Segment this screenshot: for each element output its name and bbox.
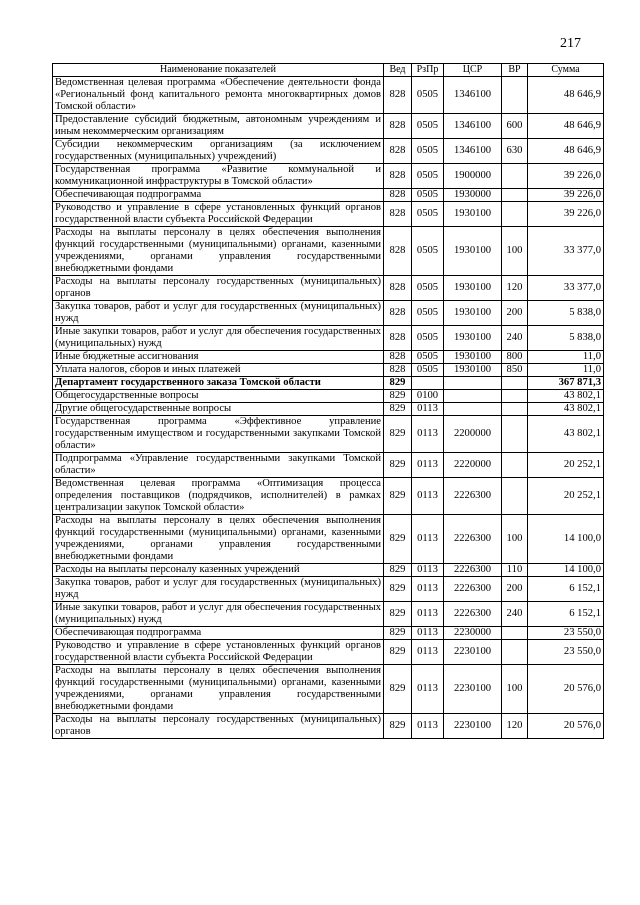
column-header-csr: ЦСР xyxy=(444,64,502,77)
cell-ved: 828 xyxy=(384,326,412,351)
cell-sum: 20 576,0 xyxy=(528,665,604,714)
cell-vr xyxy=(502,416,528,453)
cell-ved: 829 xyxy=(384,416,412,453)
cell-vr: 100 xyxy=(502,665,528,714)
cell-rzpr: 0505 xyxy=(412,189,444,202)
cell-name: Расходы на выплаты персоналу в целях обеспечения выполнения функций государственными (муниципальными) органами, казенными учреждениями, органами управления государственными внебюджетными фондами xyxy=(53,227,384,276)
column-header-ved: Вед xyxy=(384,64,412,77)
table-row xyxy=(53,515,604,564)
cell-vr: 200 xyxy=(502,577,528,602)
cell-name: Руководство и управление в сфере установленных функций органов государственной власти субъекта Российской Федерации xyxy=(53,640,384,665)
cell-ved: 828 xyxy=(384,114,412,139)
table-row xyxy=(53,403,604,416)
cell-sum: 20 252,1 xyxy=(528,453,604,478)
cell-rzpr: 0505 xyxy=(412,351,444,364)
cell-rzpr: 0505 xyxy=(412,77,444,114)
cell-rzpr: 0113 xyxy=(412,515,444,564)
cell-csr: 1346100 xyxy=(444,114,502,139)
table-row xyxy=(53,364,604,377)
cell-rzpr: 0113 xyxy=(412,564,444,577)
cell-ved: 829 xyxy=(384,665,412,714)
cell-vr: 110 xyxy=(502,564,528,577)
cell-ved: 829 xyxy=(384,377,412,390)
cell-sum: 14 100,0 xyxy=(528,564,604,577)
cell-ved: 829 xyxy=(384,453,412,478)
cell-rzpr: 0113 xyxy=(412,665,444,714)
page-number: 217 xyxy=(560,36,581,51)
table-row xyxy=(53,276,604,301)
cell-csr: 1346100 xyxy=(444,77,502,114)
table-row xyxy=(53,665,604,714)
cell-rzpr: 0113 xyxy=(412,453,444,478)
cell-name: Государственная программа «Эффективное управление государственным имуществом и государственными закупками Томской области» xyxy=(53,416,384,453)
cell-csr: 2230100 xyxy=(444,665,502,714)
cell-name: Расходы на выплаты персоналу в целях обеспечения выполнения функций государственными (муниципальными) органами, казенными учреждениями, органами управления государственными внебюджетными фондами xyxy=(53,665,384,714)
cell-csr: 2226300 xyxy=(444,577,502,602)
cell-sum: 43 802,1 xyxy=(528,403,604,416)
table-row xyxy=(53,577,604,602)
cell-rzpr: 0100 xyxy=(412,390,444,403)
cell-rzpr: 0505 xyxy=(412,364,444,377)
cell-name: Иные закупки товаров, работ и услуг для обеспечения государственных (муниципальных) нужд xyxy=(53,326,384,351)
cell-sum: 43 802,1 xyxy=(528,416,604,453)
cell-name: Ведомственная целевая программа «Обеспечение деятельности фонда «Региональный фонд капитального ремонта многоквартирных домов Томской области» xyxy=(53,77,384,114)
cell-name: Государственная программа «Развитие коммунальной и коммуникационной инфраструктуры в Томской области» xyxy=(53,164,384,189)
cell-rzpr: 0505 xyxy=(412,139,444,164)
cell-name: Расходы на выплаты персоналу государственных (муниципальных) органов xyxy=(53,714,384,739)
cell-name: Расходы на выплаты персоналу государственных (муниципальных) органов xyxy=(53,276,384,301)
cell-rzpr: 0505 xyxy=(412,114,444,139)
column-header-sum: Сумма xyxy=(528,64,604,77)
cell-ved: 828 xyxy=(384,189,412,202)
cell-ved: 829 xyxy=(384,714,412,739)
cell-rzpr: 0505 xyxy=(412,202,444,227)
cell-sum: 48 646,9 xyxy=(528,114,604,139)
table-row xyxy=(53,202,604,227)
table-row xyxy=(53,164,604,189)
cell-ved: 829 xyxy=(384,577,412,602)
cell-ved: 829 xyxy=(384,403,412,416)
cell-rzpr: 0505 xyxy=(412,164,444,189)
table-row xyxy=(53,77,604,114)
cell-sum: 14 100,0 xyxy=(528,515,604,564)
table-row xyxy=(53,640,604,665)
cell-csr: 1930100 xyxy=(444,326,502,351)
cell-sum: 5 838,0 xyxy=(528,326,604,351)
cell-name: Руководство и управление в сфере установленных функций органов государственной власти субъекта Российской Федерации xyxy=(53,202,384,227)
cell-csr: 1930100 xyxy=(444,202,502,227)
cell-ved: 828 xyxy=(384,351,412,364)
cell-vr xyxy=(502,189,528,202)
table-row xyxy=(53,139,604,164)
cell-csr xyxy=(444,403,502,416)
cell-csr: 1930100 xyxy=(444,301,502,326)
table-row xyxy=(53,416,604,453)
cell-sum: 6 152,1 xyxy=(528,577,604,602)
cell-name: Другие общегосударственные вопросы xyxy=(53,403,384,416)
column-header-rzpr: РзПр xyxy=(412,64,444,77)
cell-vr xyxy=(502,453,528,478)
cell-vr: 630 xyxy=(502,139,528,164)
cell-ved: 829 xyxy=(384,602,412,627)
table-body xyxy=(53,77,604,739)
table-row xyxy=(53,478,604,515)
cell-sum: 39 226,0 xyxy=(528,202,604,227)
cell-ved: 828 xyxy=(384,77,412,114)
table-row xyxy=(53,326,604,351)
table-row xyxy=(53,627,604,640)
cell-rzpr: 0113 xyxy=(412,602,444,627)
cell-ved: 828 xyxy=(384,139,412,164)
cell-sum: 6 152,1 xyxy=(528,602,604,627)
cell-sum: 11,0 xyxy=(528,351,604,364)
cell-name: Расходы на выплаты персоналу казенных учреждений xyxy=(53,564,384,577)
cell-csr: 2230100 xyxy=(444,640,502,665)
cell-sum: 367 871,3 xyxy=(528,377,604,390)
table-row xyxy=(53,564,604,577)
cell-csr: 1930000 xyxy=(444,189,502,202)
cell-ved: 828 xyxy=(384,276,412,301)
cell-ved: 829 xyxy=(384,390,412,403)
cell-rzpr: 0113 xyxy=(412,714,444,739)
cell-ved: 829 xyxy=(384,478,412,515)
cell-sum: 23 550,0 xyxy=(528,627,604,640)
table-row xyxy=(53,189,604,202)
cell-csr: 2230000 xyxy=(444,627,502,640)
cell-vr: 100 xyxy=(502,227,528,276)
cell-csr xyxy=(444,390,502,403)
table-row xyxy=(53,114,604,139)
cell-rzpr: 0505 xyxy=(412,301,444,326)
cell-csr: 1930100 xyxy=(444,364,502,377)
cell-sum: 39 226,0 xyxy=(528,189,604,202)
table-row xyxy=(53,602,604,627)
cell-csr: 2226300 xyxy=(444,602,502,627)
table-header-row xyxy=(53,64,604,77)
cell-vr: 100 xyxy=(502,515,528,564)
cell-vr: 120 xyxy=(502,276,528,301)
cell-vr xyxy=(502,202,528,227)
cell-sum: 11,0 xyxy=(528,364,604,377)
cell-vr: 120 xyxy=(502,714,528,739)
cell-csr: 2200000 xyxy=(444,416,502,453)
cell-ved: 828 xyxy=(384,301,412,326)
cell-name: Предоставление субсидий бюджетным, автономным учреждениям и иным некоммерческим организациям xyxy=(53,114,384,139)
cell-csr: 2230100 xyxy=(444,714,502,739)
cell-vr: 850 xyxy=(502,364,528,377)
cell-sum: 23 550,0 xyxy=(528,640,604,665)
cell-sum: 20 252,1 xyxy=(528,478,604,515)
cell-ved: 828 xyxy=(384,227,412,276)
cell-sum: 33 377,0 xyxy=(528,276,604,301)
cell-sum: 5 838,0 xyxy=(528,301,604,326)
cell-csr xyxy=(444,377,502,390)
cell-sum: 20 576,0 xyxy=(528,714,604,739)
cell-name: Обеспечивающая подпрограмма xyxy=(53,189,384,202)
cell-csr: 2226300 xyxy=(444,564,502,577)
cell-name: Закупка товаров, работ и услуг для государственных (муниципальных) нужд xyxy=(53,577,384,602)
table-row xyxy=(53,453,604,478)
cell-rzpr: 0113 xyxy=(412,640,444,665)
cell-sum: 48 646,9 xyxy=(528,139,604,164)
cell-ved: 829 xyxy=(384,627,412,640)
table-row xyxy=(53,351,604,364)
cell-sum: 48 646,9 xyxy=(528,77,604,114)
cell-rzpr: 0505 xyxy=(412,326,444,351)
cell-vr: 800 xyxy=(502,351,528,364)
cell-vr xyxy=(502,377,528,390)
cell-vr xyxy=(502,164,528,189)
cell-sum: 43 802,1 xyxy=(528,390,604,403)
cell-csr: 2226300 xyxy=(444,478,502,515)
cell-vr xyxy=(502,640,528,665)
table-row xyxy=(53,714,604,739)
cell-name: Ведомственная целевая программа «Оптимизация процесса определения поставщиков (подрядчиков, исполнителей) в рамках централизации закупок Томской области» xyxy=(53,478,384,515)
cell-ved: 829 xyxy=(384,640,412,665)
cell-name: Закупка товаров, работ и услуг для государственных (муниципальных) нужд xyxy=(53,301,384,326)
cell-csr: 1930100 xyxy=(444,227,502,276)
cell-vr xyxy=(502,77,528,114)
cell-vr xyxy=(502,478,528,515)
cell-vr: 240 xyxy=(502,602,528,627)
cell-name: Общегосударственные вопросы xyxy=(53,390,384,403)
cell-name: Подпрограмма «Управление государственными закупками Томской области» xyxy=(53,453,384,478)
cell-vr xyxy=(502,390,528,403)
cell-rzpr: 0113 xyxy=(412,577,444,602)
cell-csr: 1900000 xyxy=(444,164,502,189)
cell-name: Иные бюджетные ассигнования xyxy=(53,351,384,364)
cell-ved: 829 xyxy=(384,564,412,577)
cell-ved: 828 xyxy=(384,364,412,377)
cell-rzpr: 0113 xyxy=(412,627,444,640)
cell-rzpr: 0505 xyxy=(412,227,444,276)
column-header-vr: ВР xyxy=(502,64,528,77)
table-row xyxy=(53,377,604,390)
cell-csr: 2220000 xyxy=(444,453,502,478)
cell-vr xyxy=(502,403,528,416)
cell-csr: 1930100 xyxy=(444,351,502,364)
cell-rzpr: 0113 xyxy=(412,478,444,515)
cell-csr: 1930100 xyxy=(444,276,502,301)
cell-rzpr: 0113 xyxy=(412,416,444,453)
table-row xyxy=(53,390,604,403)
cell-csr: 1346100 xyxy=(444,139,502,164)
table-row xyxy=(53,301,604,326)
cell-name: Расходы на выплаты персоналу в целях обеспечения выполнения функций государственными (муниципальными) органами, казенными учреждениями, органами управления государственными внебюджетными фондами xyxy=(53,515,384,564)
cell-name: Обеспечивающая подпрограмма xyxy=(53,627,384,640)
cell-ved: 828 xyxy=(384,202,412,227)
cell-rzpr: 0113 xyxy=(412,403,444,416)
cell-ved: 829 xyxy=(384,515,412,564)
cell-vr xyxy=(502,627,528,640)
cell-rzpr xyxy=(412,377,444,390)
cell-name: Департамент государственного заказа Томской области xyxy=(53,377,384,390)
cell-vr: 600 xyxy=(502,114,528,139)
cell-sum: 33 377,0 xyxy=(528,227,604,276)
budget-table xyxy=(52,63,604,739)
cell-name: Уплата налогов, сборов и иных платежей xyxy=(53,364,384,377)
cell-rzpr: 0505 xyxy=(412,276,444,301)
cell-vr: 240 xyxy=(502,326,528,351)
column-header-name: Наименование показателей xyxy=(53,64,384,77)
cell-ved: 828 xyxy=(384,164,412,189)
cell-csr: 2226300 xyxy=(444,515,502,564)
cell-name: Иные закупки товаров, работ и услуг для обеспечения государственных (муниципальных) нужд xyxy=(53,602,384,627)
cell-vr: 200 xyxy=(502,301,528,326)
cell-name: Субсидии некоммерческим организациям (за исключением государственных (муниципальных) учреждений) xyxy=(53,139,384,164)
table-row xyxy=(53,227,604,276)
cell-sum: 39 226,0 xyxy=(528,164,604,189)
